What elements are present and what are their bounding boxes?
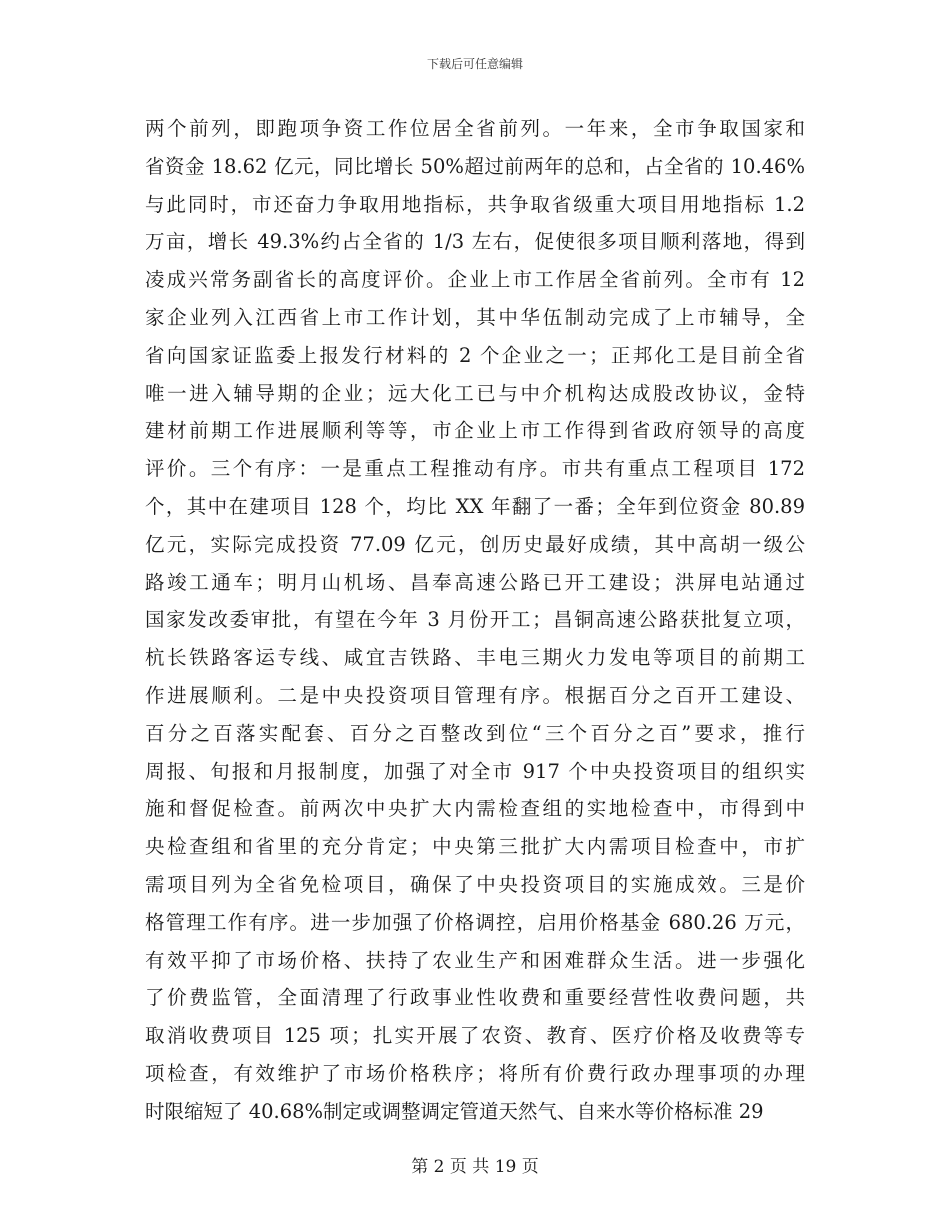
text-line: 与此同时，市还奋力争取用地指标，共争取省级重大项目用地指标 1.2: [145, 192, 805, 216]
text-line: 省资金 18.62 亿元，同比增长 50%超过前两年的总和，占全省的 10.46%: [145, 154, 805, 178]
text-line: 国家发改委审批，有望在今年 3 月份开工；昌铜高速公路获批复立项，: [145, 608, 805, 632]
text-line: 建材前期工作进展顺利等等，市企业上市工作得到省政府领导的高度: [145, 419, 805, 443]
text-line: 个，其中在建项目 128 个，均比 XX 年翻了一番；全年到位资金 80.89: [145, 494, 805, 518]
text-line: 凌成兴常务副省长的高度评价。企业上市工作居全省前列。全市有 12: [145, 268, 805, 292]
document-body: [145, 110, 805, 1131]
text-line: 了价费监管，全面清理了行政事业性收费和重要经营性收费问题，共: [145, 986, 805, 1010]
page-header: 下载后可任意编辑: [426, 57, 523, 71]
text-line: 两个前列，即跑项争资工作位居全省前列。一年来，全市争取国家和: [145, 117, 805, 140]
text-line: 周报、旬报和月报制度，加强了对全市 917 个中央投资项目的组织实: [145, 759, 805, 783]
text-line: 百分之百落实配套、百分之百整改到位“三个百分之百”要求，推行: [145, 721, 805, 745]
text-line: 央检查组和省里的充分肯定；中央第三批扩大内需项目检查中，市扩: [145, 835, 805, 859]
text-line: 有效平抑了市场价格、扶持了农业生产和困难群众生活。进一步强化: [145, 948, 805, 972]
text-line: 亿元，实际完成投资 77.09 亿元，创历史最好成绩，其中高胡一级公: [145, 532, 805, 556]
text-line: 时限缩短了 40.68%制定或调整调定管道天然气、自来水等价格标准 29: [145, 1099, 764, 1123]
text-line: 格管理工作有序。进一步加强了价格调控，启用价格基金 680.26 万元，: [145, 910, 805, 934]
text-line: 需项目列为全省免检项目，确保了中央投资项目的实施成效。三是价: [145, 872, 805, 896]
text-line: 取消收费项目 125 项；扎实开展了农资、教育、医疗价格及收费等专: [145, 1024, 805, 1048]
text-line: 唯一进入辅导期的企业；远大化工已与中介机构达成股改协议，金特: [145, 381, 805, 405]
text-line: 路竣工通车；明月山机场、昌奉高速公路已开工建设；洪屏电站通过: [145, 570, 805, 594]
text-line: 评价。三个有序：一是重点工程推动有序。市共有重点工程项目 172: [145, 457, 805, 481]
text-line: 万亩，增长 49.3%约占全省的 1/3 左右，促使很多项目顺利落地，得到: [145, 230, 805, 254]
text-line: 项检查，有效维护了市场价格秩序；将所有价费行政办理事项的办理: [145, 1061, 805, 1085]
page-number-footer: 第 2 页 共 19 页: [411, 1157, 539, 1177]
text-line: 省向国家证监委上报发行材料的 2 个企业之一；正邦化工是目前全省: [145, 343, 805, 367]
text-line: 家企业列入江西省上市工作计划，其中华伍制动完成了上市辅导，全: [145, 305, 805, 329]
text-line: 作进展顺利。二是中央投资项目管理有序。根据百分之百开工建设、: [145, 683, 805, 707]
text-line: 施和督促检查。前两次中央扩大内需检查组的实地检查中，市得到中: [145, 797, 805, 821]
text-line: 杭长铁路客运专线、咸宜吉铁路、丰电三期火力发电等项目的前期工: [145, 646, 805, 670]
